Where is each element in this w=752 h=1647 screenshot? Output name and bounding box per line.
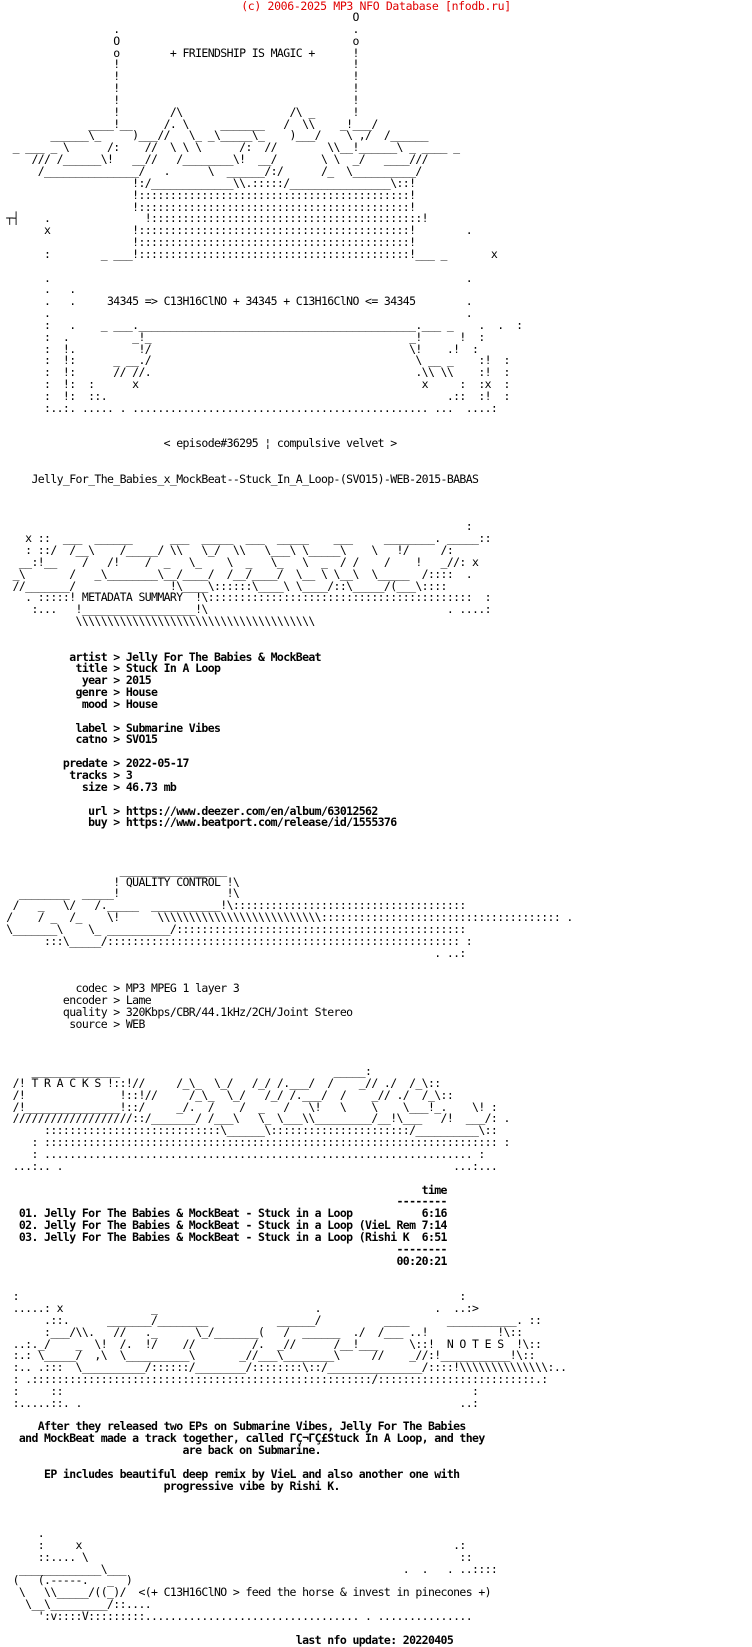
ascii-art-top: O o — [0, 33, 359, 48]
tracks-banner: ///////////////////::/_______/ /___\ \_ \___\\_________/__!\___ /! ___/: . — [0, 1111, 510, 1126]
notes-banner: : :: : — [0, 1383, 479, 1398]
metadata-field-size: size > 46.73 mb — [0, 779, 177, 794]
blank-line — [0, 498, 573, 510]
track-row-2: 02. Jelly For The Babies & MockBeat - Stuck in a Loop (VieL Rem 7:14 — [0, 1218, 447, 1233]
metadata-banner: . :::::! METADATA SUMMARY !\:::::::::::::::::::::::::::::::::::::::::: : — [0, 590, 491, 605]
metadata-field-title: title > Stuck In A Loop — [0, 661, 221, 676]
last-update: last nfo update: 20220405 — [0, 1632, 454, 1647]
ascii-art-top: ! ! — [0, 81, 359, 96]
ascii-art-top: . . — [0, 21, 359, 36]
quality-field-quality: quality > 320Kbps/CBR/44.1kHz/2CH/Joint Stereo — [0, 1004, 353, 1019]
footer-art: : x .: — [0, 1537, 466, 1552]
tracklist-time-header: time — [0, 1182, 447, 1197]
blank-line — [0, 1516, 573, 1528]
notes-banner: : .::::::::::::::::::::::::::::::::::::::::::::::::::::::/:::::::::::::::::::::::::.: — [0, 1372, 548, 1387]
blank-line — [0, 486, 573, 498]
blank-line — [0, 1031, 573, 1043]
ascii-art-top: !:::::::::::::::::::::::::::::::::::::::::::! — [0, 199, 416, 214]
ascii-art-bridge: : . _!_ _! ! : — [0, 329, 485, 344]
ascii-art-bridge: : !: : x x : :x : — [0, 377, 510, 392]
site-link[interactable]: nfodb.ru — [451, 0, 505, 13]
track-row-1: 01. Jelly For The Babies & MockBeat - Stuck in a Loop 6:16 — [0, 1206, 447, 1221]
ascii-art-top: ______\_ )___// \_ _\_____\_ )___/ \ ,/ /______ — [0, 128, 428, 143]
tracks-banner: ::::::::::::::::::::::::::::\______\::::::::::::::::::::::/__________\:: — [0, 1123, 498, 1138]
metadata-banner: : — [0, 519, 473, 534]
quality-field-codec: codec > MP3 MPEG 1 layer 3 — [0, 981, 240, 996]
ascii-art-bridge: : !: // //. .\\ \\ :! : — [0, 365, 510, 380]
metadata-field-mood: mood > House — [0, 696, 158, 711]
notes-text: After they released two EPs on Submarine Vibes, Jelly For The Babies — [0, 1419, 466, 1434]
metadata-field-genre: genre > House — [0, 685, 158, 700]
ascii-art-bridge: : !: _ __./ \ __ _ :! : — [0, 353, 510, 368]
blank-line — [0, 829, 573, 841]
metadata-banner: _\ / _\________\__/____/ /__/____/ \__ \ \__\ \_____ /:::: . — [0, 566, 473, 581]
metadata-field-tracks: tracks > 3 — [0, 768, 133, 782]
ascii-art-top: : _ ___!:::::::::::::::::::::::::::::::::::::::::::!___ _ x — [0, 246, 498, 261]
blank-line — [0, 628, 573, 640]
metadata-banner: x :: ___ ______ ___ _____ ___ _____ ___ ________. _____:: — [0, 531, 491, 546]
ascii-art-bridge: : . _ ___.____________________________________________.___ _ . . : — [0, 317, 523, 332]
metadata-banner: //_______/ !\____\::::::\____\ \____/::\_____/(___\:::: — [0, 578, 447, 593]
track-row-3: 03. Jelly For The Babies & MockBeat - Stuck in a Loop (Rishi K 6:51 — [0, 1229, 447, 1244]
blank-line — [0, 1042, 573, 1054]
blank-line — [0, 1267, 573, 1279]
quality-banner: ! QUALITY CONTROL !\ — [0, 874, 240, 889]
notes-banner: :.....::. . ..: — [0, 1395, 479, 1410]
formula-line: . . 34345 => C13H16ClNO + 34345 + C13H16ClNO <= 34345 . — [0, 294, 473, 309]
release-name: Jelly_For_The_Babies_x_MockBeat--Stuck_In_A_Loop-(SVO15)-WEB-2015-BABAS — [0, 471, 479, 486]
notes-banner: .::. _______/________ ______/ ____ ___________. :: — [0, 1312, 542, 1327]
quality-banner: \_______\ \_ __________/:::::::::::::::::::::::::::::::::::::::::::::: — [0, 921, 466, 936]
notes-banner: :.. .::: \__________/::::::/________/::::::::\::/_______________/::::!\\\\\\\\\\\\\\:.. — [0, 1360, 567, 1375]
footer-art: ':v::::V:::::::::.................................. . ............... — [0, 1608, 473, 1623]
ascii-art-top: ! ! — [0, 92, 359, 107]
metadata-banner: \\\\\\\\\\\\\\\\\\\\\\\\\\\\\\\\\\\\\\ — [0, 614, 315, 629]
footer-art: . — [0, 1526, 45, 1540]
notes-text: are back on Submarine. — [0, 1443, 321, 1458]
ascii-art-top: O — [0, 10, 359, 24]
blank-line — [0, 415, 573, 427]
quality-banner: / / _ /_ \! \\\\\\\\\\\\\\\\\\\\\\\\\\:::::::::::::::::::::::::::::::::::::: . — [0, 910, 573, 925]
tracks-banner: : .................................................................... : — [0, 1147, 485, 1161]
ascii-art-bridge: . . — [0, 306, 473, 321]
copyright-suffix: ] — [504, 0, 511, 13]
notes-text: and MockBeat made a track together, called ΓÇ¬ΓÇ£Stuck In A Loop, and they — [0, 1431, 485, 1446]
footer-art: _____________\___ . . . ..:::: — [0, 1561, 498, 1576]
quality-field-encoder: encoder > Lame — [0, 993, 152, 1008]
ascii-art-top: ! ! — [0, 57, 359, 72]
ascii-art-top: /_______________/ . \ ______/:/ /_ \__________/ — [0, 163, 422, 178]
ascii-art-bridge: : !: ::. .:: :! : — [0, 389, 510, 403]
quality-field-source: source > WEB — [0, 1016, 145, 1031]
metadata-field-artist: artist > Jelly For The Babies & MockBeat — [0, 649, 321, 664]
metadata-field-catno: catno > SVO15 — [0, 732, 158, 747]
tracklist-total: 00:20:21 — [0, 1253, 447, 1268]
metadata-field-buy[interactable]: buy > https://www.beatport.com/release/id/1555376 — [0, 815, 397, 830]
footer-art: ::.... \ :: — [0, 1549, 473, 1564]
metadata-banner: : ::/ /__\ /_____/ \\ \_/ \\ \___\ \_____\ \ !/ /: — [0, 542, 454, 557]
episode-line: < episode#36295 ¦ compulsive velvet > — [0, 436, 397, 451]
tracks-banner: /! T R A C K S !::!// /_\_ \_/ /_/ /.___/ / _// ./ /_\:: — [0, 1075, 441, 1090]
metadata-banner: __:!__ / /! / _ \_ \ _ \_ \ _ / / / ! _//: x — [0, 554, 479, 569]
metadata-field-predate: predate > 2022-05-17 — [0, 756, 189, 771]
notes-banner: : : — [0, 1289, 466, 1304]
quality-banner: _________________ — [0, 862, 227, 877]
metadata-field-label: label > Submarine Vibes — [0, 720, 221, 735]
notes-banner: ..:._/ _ \! /. !/ // /. _// /__!___ \::! N O T E S !\:: — [0, 1336, 542, 1351]
ascii-art-top: . . — [0, 270, 473, 285]
quality-banner: ________ _____! !\ — [0, 886, 240, 901]
blank-line — [0, 450, 573, 462]
quality-banner: . ..: — [0, 945, 466, 960]
notes-banner: .....: x _ . . ..:> — [0, 1300, 479, 1315]
quality-banner: / _ \/ /._____ ___________!\::::::::::::::::::::::::::::::::::::: — [0, 898, 466, 913]
copyright-prefix: (c) 2006-2025 MP3 NFO Database [ — [241, 0, 452, 13]
ascii-art-top: . . — [0, 282, 107, 297]
footer-motto: \ \\_____/((_)/ <(+ C13H16ClNO > feed the horse & invest in pinecones +) — [0, 1585, 491, 1600]
tracks-banner: ______________ _____: — [0, 1064, 372, 1079]
metadata-field-year: year > 2015 — [0, 673, 152, 688]
ascii-art-top: ! ! — [0, 69, 359, 84]
tracks-banner: /! !::!// /_\_ \_/ /_/ /.___/ / _// ./ /_\:: — [0, 1087, 454, 1102]
nfo-document — [0, 12, 573, 1646]
tracks-banner: ...:.. . ...:... — [0, 1158, 498, 1173]
blank-line — [0, 1504, 573, 1516]
notes-banner: :___/\\. // ._ \_/_______( / ______ ./ /___ ..! !\:: — [0, 1324, 523, 1339]
ascii-art-top: ! /\ /\ _ ! — [0, 104, 359, 119]
tracklist-rule: -------- — [0, 1241, 447, 1256]
blank-line — [0, 841, 573, 853]
ascii-art-top: !:::::::::::::::::::::::::::::::::::::::::::! — [0, 187, 416, 202]
tracks-banner: /!_______________!::/ _/. / / _ / \! \ \ \___!_. \! : — [0, 1099, 498, 1114]
notes-banner: :.: \_____/ ,\ \__________\ _//___\________\ // _//:!___________!\:: — [0, 1348, 535, 1363]
blank-line — [0, 1623, 573, 1635]
tracks-banner: : :::::::::::::::::::::::::::::::::::::::::::::::::::::::::::::::::::::::: : — [0, 1135, 510, 1150]
ascii-art-bridge: :..:. ..... . ............................................... ... ....: — [0, 400, 498, 415]
ascii-art-top: x !:::::::::::::::::::::::::::::::::::::::::::! . — [0, 223, 473, 238]
notes-text: EP includes beautiful deep remix by VieL and also another one with — [0, 1466, 460, 1481]
quality-banner: :::\_____/:::::::::::::::::::::::::::::::::::::::::::::::::::::::: : — [0, 933, 473, 948]
ascii-art-top: o + FRIENDSHIP IS MAGIC + ! — [0, 45, 359, 60]
metadata-field-url[interactable]: url > https://www.deezer.com/en/album/63012562 — [0, 803, 378, 818]
metadata-banner: :... !__________________!\ . ....: — [0, 602, 491, 617]
footer-art: \__\_________/::.... — [0, 1597, 152, 1612]
ascii-art-top: !:/_____________\\.:::::/________________\::! — [0, 175, 416, 190]
footer-art: ( (.-----. _ ) — [0, 1573, 133, 1588]
ascii-art-bridge: : !. !/ \! .! : — [0, 341, 479, 356]
ascii-art-top: ┬┤ . !:::::::::::::::::::::::::::::::::::::::::::! — [0, 211, 428, 226]
blank-line — [0, 1492, 573, 1504]
blank-line — [0, 960, 573, 972]
notes-text: progressive vibe by Rishi K. — [0, 1478, 340, 1493]
ascii-art-top: ____!__ /. \ _______ / \\ _!___/ — [0, 116, 378, 131]
ascii-art-top: _ ___ _ \ /: // \ \ \ /: // \\__!______\ _ ____ _ — [0, 140, 460, 155]
tracklist-rule: -------- — [0, 1194, 447, 1209]
ascii-art-top: /// /______\! __// /________\! __/ \ \ _/ ____/// — [0, 152, 428, 167]
ascii-art-top: !:::::::::::::::::::::::::::::::::::::::::::! — [0, 235, 416, 250]
